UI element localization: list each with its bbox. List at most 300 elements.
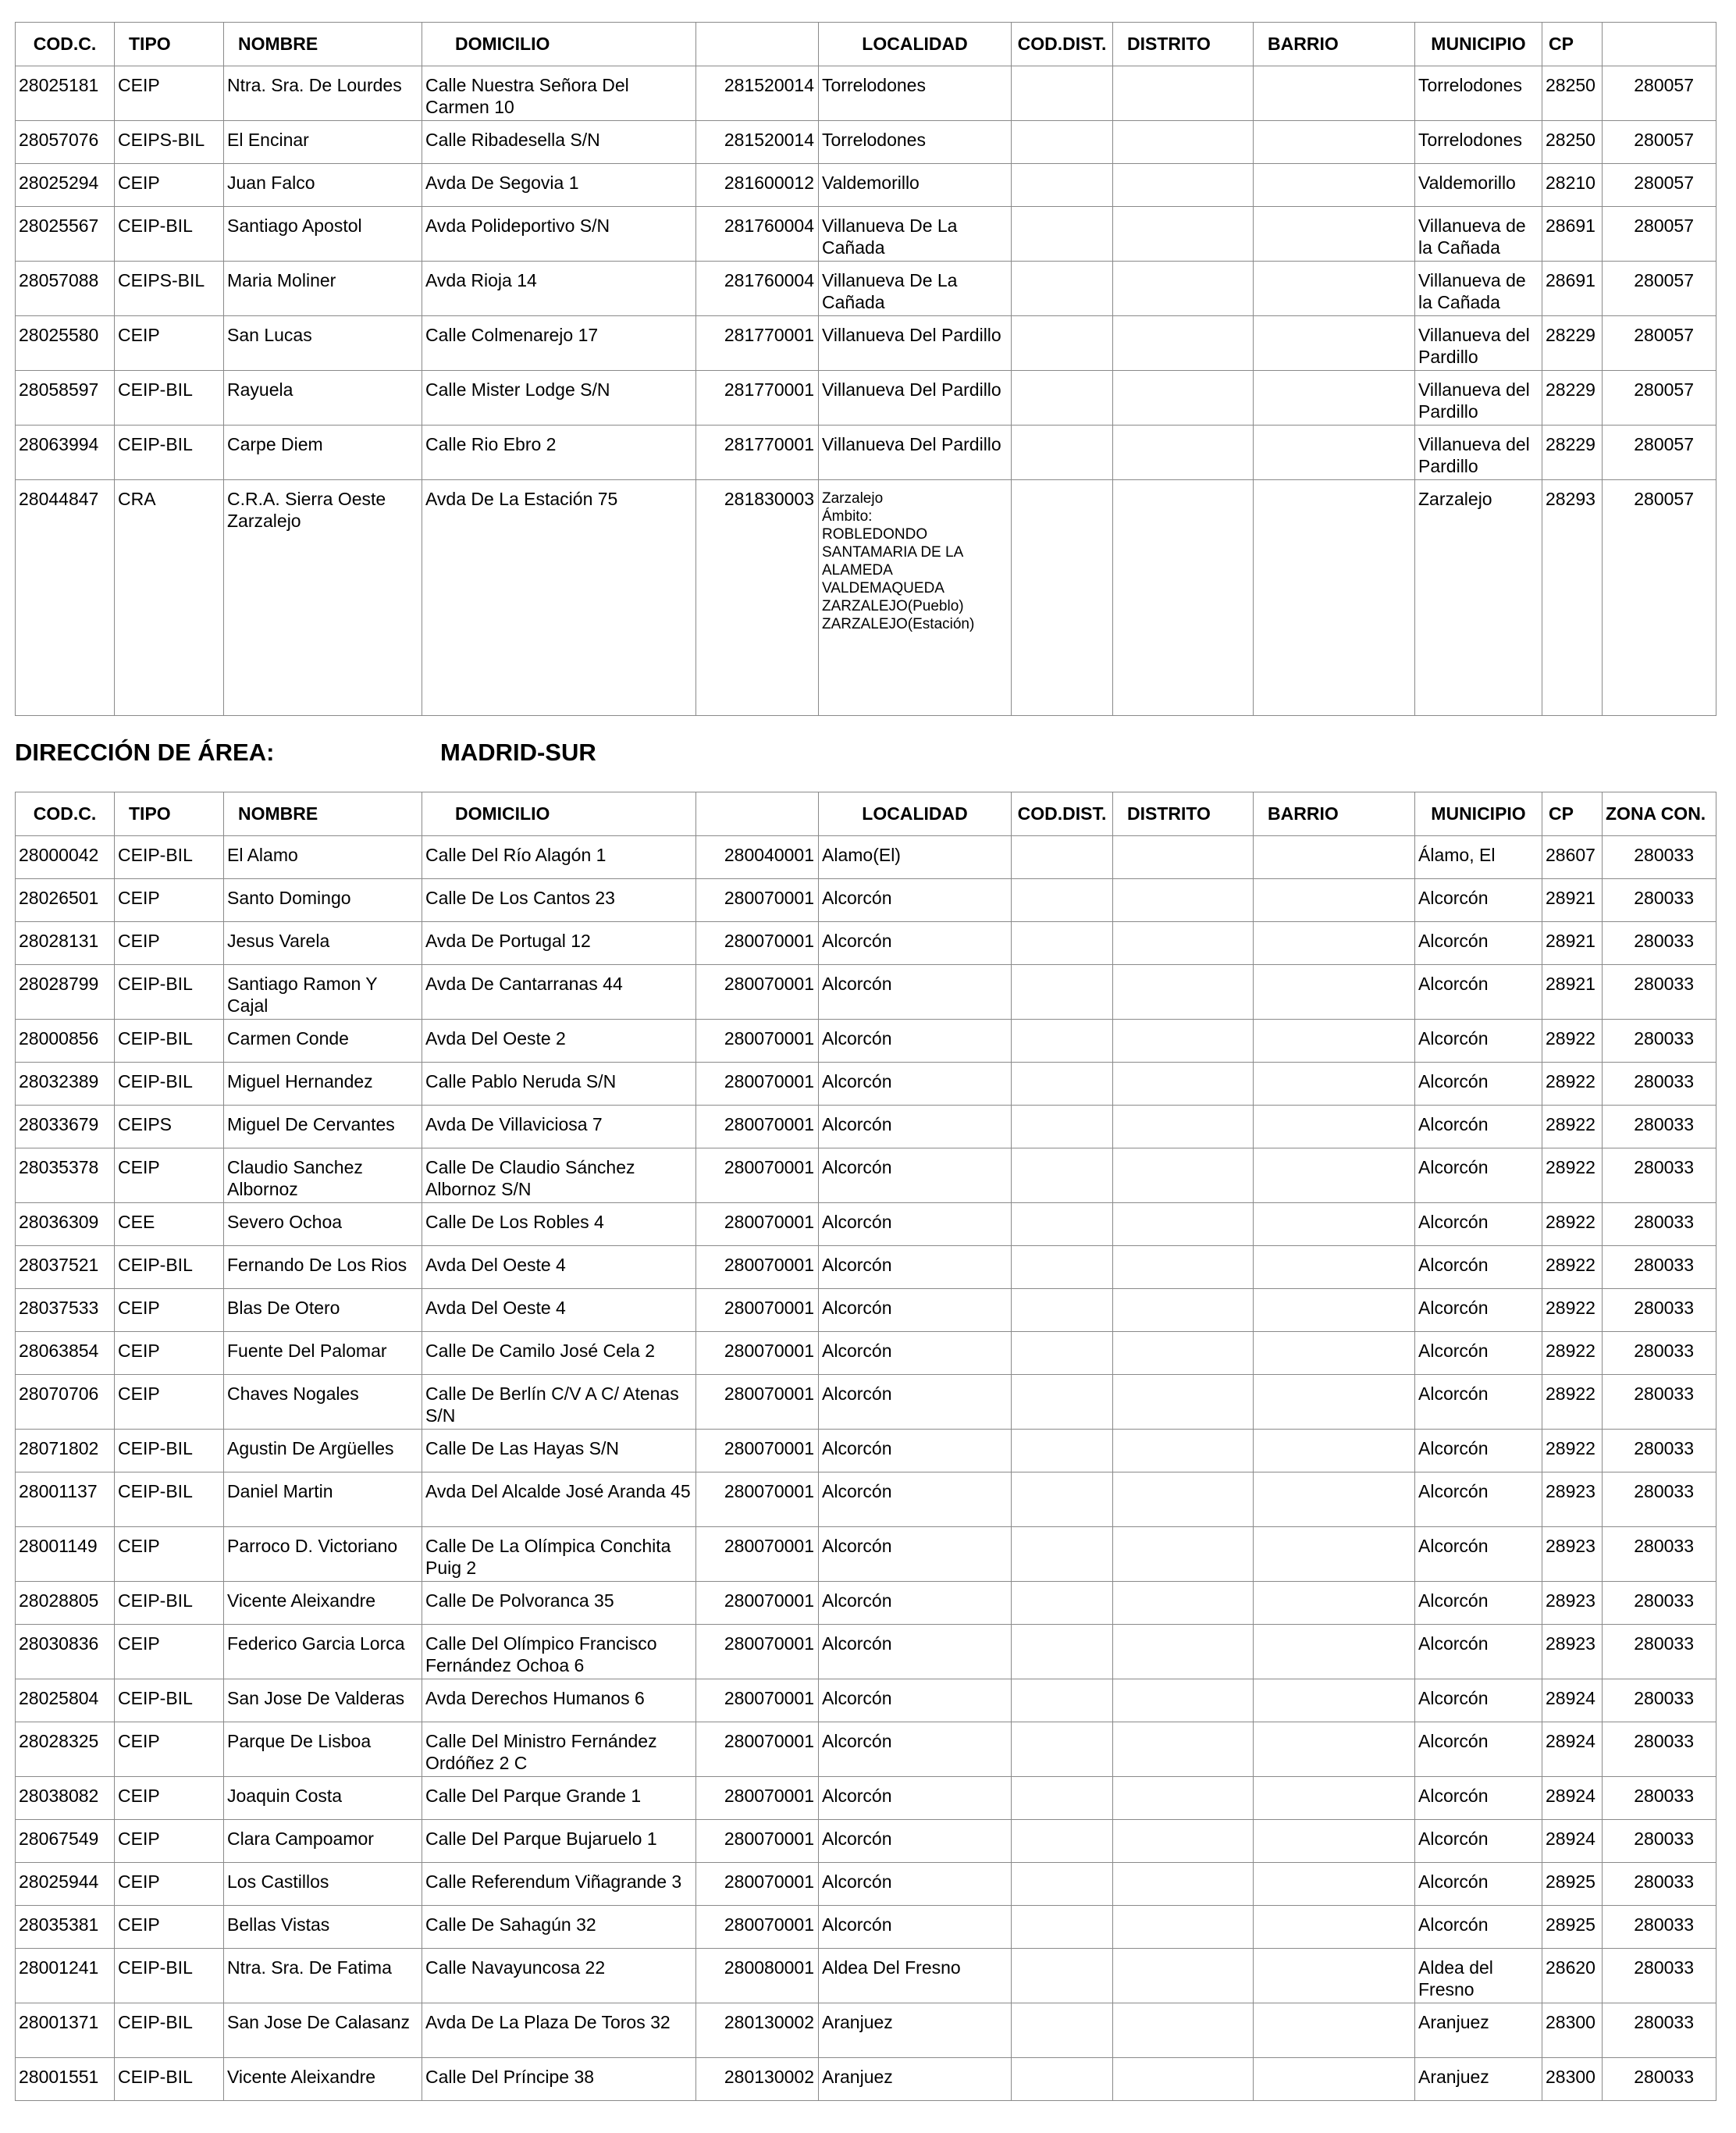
cell-cod: 28026501 bbox=[16, 879, 115, 922]
cell-distrito bbox=[1113, 836, 1254, 879]
cell-cp: 28250 bbox=[1542, 121, 1603, 164]
cell-distrito bbox=[1113, 965, 1254, 1020]
cell-distrito bbox=[1113, 1246, 1254, 1289]
cell-zona: 280057 bbox=[1603, 480, 1716, 716]
table-row bbox=[16, 1289, 1716, 1332]
cell-cod: 28063854 bbox=[16, 1332, 115, 1375]
cell-distrito bbox=[1113, 426, 1254, 480]
cell-municipio: Alcorcón bbox=[1415, 1472, 1542, 1527]
cell-tipo: CEIP bbox=[115, 922, 224, 965]
cell-distrito bbox=[1113, 1582, 1254, 1625]
cell-tipo: CEIP-BIL bbox=[115, 2003, 224, 2058]
cell-localidad: Alcorcón bbox=[819, 1063, 1012, 1106]
cell-cod: 28070706 bbox=[16, 1375, 115, 1430]
cell-cod-localidad: 281760004 bbox=[696, 262, 819, 316]
localidad-line: ROBLEDONDO bbox=[822, 526, 928, 543]
cell-cp: 28691 bbox=[1542, 262, 1603, 316]
cell-domicilio: Calle Del Olímpico Francisco Fernández Ochoa 6 bbox=[422, 1625, 696, 1679]
cell-cod: 28067549 bbox=[16, 1820, 115, 1863]
cell-barrio bbox=[1254, 836, 1415, 879]
cell-cod-dist bbox=[1012, 316, 1113, 371]
cell-domicilio: Avda Del Oeste 2 bbox=[422, 1020, 696, 1063]
cell-nombre: Miguel Hernandez bbox=[224, 1063, 422, 1106]
cell-nombre: Santo Domingo bbox=[224, 879, 422, 922]
cell-zona: 280033 bbox=[1603, 1020, 1716, 1063]
cell-tipo: CEIP bbox=[115, 164, 224, 207]
table-row bbox=[16, 1906, 1716, 1949]
col-header-domicilio: DOMICILIO bbox=[422, 792, 696, 836]
cell-municipio: Alcorcón bbox=[1415, 965, 1542, 1020]
cell-distrito bbox=[1113, 1679, 1254, 1722]
cell-domicilio: Avda De Portugal 12 bbox=[422, 922, 696, 965]
table-row bbox=[16, 262, 1716, 316]
cell-zona: 280033 bbox=[1603, 1246, 1716, 1289]
cell-nombre: El Encinar bbox=[224, 121, 422, 164]
cell-municipio: Alcorcón bbox=[1415, 1582, 1542, 1625]
cell-cp: 28924 bbox=[1542, 1777, 1603, 1820]
cell-nombre: Bellas Vistas bbox=[224, 1906, 422, 1949]
cell-distrito bbox=[1113, 207, 1254, 262]
cell-cod-localidad: 281830003 bbox=[696, 480, 819, 716]
cell-cod-localidad: 280070001 bbox=[696, 1020, 819, 1063]
cell-nombre: Santiago Apostol bbox=[224, 207, 422, 262]
cell-zona: 280033 bbox=[1603, 1527, 1716, 1582]
cell-cod-localidad: 281770001 bbox=[696, 316, 819, 371]
cell-localidad: Villanueva De La Cañada bbox=[819, 207, 1012, 262]
cell-cod-dist bbox=[1012, 879, 1113, 922]
table-row bbox=[16, 66, 1716, 121]
cell-municipio: Alcorcón bbox=[1415, 1679, 1542, 1722]
cell-cp: 28210 bbox=[1542, 164, 1603, 207]
cell-cod-localidad: 280070001 bbox=[696, 1777, 819, 1820]
table-row bbox=[16, 1820, 1716, 1863]
cell-domicilio: Avda Del Alcalde José Aranda 45 bbox=[422, 1472, 696, 1527]
cell-cod-dist bbox=[1012, 1106, 1113, 1148]
cell-cp: 28300 bbox=[1542, 2058, 1603, 2101]
cell-domicilio: Calle De Los Cantos 23 bbox=[422, 879, 696, 922]
cell-municipio: Valdemorillo bbox=[1415, 164, 1542, 207]
cell-localidad: Alcorcón bbox=[819, 1246, 1012, 1289]
cell-cod: 28025567 bbox=[16, 207, 115, 262]
cell-cp: 28922 bbox=[1542, 1063, 1603, 1106]
cell-zona: 280033 bbox=[1603, 1430, 1716, 1472]
cell-barrio bbox=[1254, 1679, 1415, 1722]
cell-nombre: El Alamo bbox=[224, 836, 422, 879]
col-header-municipio: MUNICIPIO bbox=[1415, 792, 1542, 836]
cell-cod-localidad: 280080001 bbox=[696, 1949, 819, 2003]
cell-domicilio: Avda De Cantarranas 44 bbox=[422, 965, 696, 1020]
cell-cod: 28038082 bbox=[16, 1777, 115, 1820]
table-row bbox=[16, 1625, 1716, 1679]
header-row bbox=[16, 23, 1716, 66]
cell-municipio: Torrelodones bbox=[1415, 66, 1542, 121]
cell-municipio: Alcorcón bbox=[1415, 1203, 1542, 1246]
cell-cod-dist bbox=[1012, 480, 1113, 716]
cell-cod-dist bbox=[1012, 1906, 1113, 1949]
cell-zona: 280033 bbox=[1603, 2058, 1716, 2101]
cell-localidad: Alcorcón bbox=[819, 1020, 1012, 1063]
cell-cod-localidad: 281520014 bbox=[696, 66, 819, 121]
table-row bbox=[16, 1020, 1716, 1063]
cell-distrito bbox=[1113, 371, 1254, 426]
cell-municipio: Alcorcón bbox=[1415, 1820, 1542, 1863]
cell-nombre: Claudio Sanchez Albornoz bbox=[224, 1148, 422, 1203]
cell-cod-localidad: 280070001 bbox=[696, 1332, 819, 1375]
cell-cod: 28028131 bbox=[16, 922, 115, 965]
table-row bbox=[16, 480, 1716, 716]
cell-tipo: CEIP bbox=[115, 1332, 224, 1375]
cell-municipio: Aranjuez bbox=[1415, 2058, 1542, 2101]
cell-domicilio: Calle Del Ministro Fernández Ordóñez 2 C bbox=[422, 1722, 696, 1777]
table-row bbox=[16, 1722, 1716, 1777]
cell-cod: 28001551 bbox=[16, 2058, 115, 2101]
table-row bbox=[16, 1527, 1716, 1582]
cell-cp: 28922 bbox=[1542, 1203, 1603, 1246]
cell-tipo: CEIP-BIL bbox=[115, 1430, 224, 1472]
cell-localidad: Alcorcón bbox=[819, 1289, 1012, 1332]
cell-cod-dist bbox=[1012, 207, 1113, 262]
cell-tipo: CEIP-BIL bbox=[115, 371, 224, 426]
cell-barrio bbox=[1254, 1203, 1415, 1246]
cell-cod-localidad: 281770001 bbox=[696, 426, 819, 480]
cell-cod-localidad: 280070001 bbox=[696, 1106, 819, 1148]
cell-nombre: Rayuela bbox=[224, 371, 422, 426]
col-header-zona: ZONA CON. bbox=[1603, 792, 1716, 836]
cell-cp: 28607 bbox=[1542, 836, 1603, 879]
cell-barrio bbox=[1254, 1289, 1415, 1332]
cell-cod-localidad: 280070001 bbox=[696, 1820, 819, 1863]
cell-localidad: Valdemorillo bbox=[819, 164, 1012, 207]
cell-municipio: Alcorcón bbox=[1415, 1289, 1542, 1332]
cell-localidad: Alcorcón bbox=[819, 1430, 1012, 1472]
cell-cod: 28063994 bbox=[16, 426, 115, 480]
cell-barrio bbox=[1254, 1148, 1415, 1203]
cell-municipio: Villanueva de la Cañada bbox=[1415, 207, 1542, 262]
cell-tipo: CEIP-BIL bbox=[115, 1949, 224, 2003]
cell-cod-dist bbox=[1012, 965, 1113, 1020]
cell-distrito bbox=[1113, 1375, 1254, 1430]
cell-cp: 28922 bbox=[1542, 1332, 1603, 1375]
cell-localidad bbox=[819, 480, 1012, 716]
cell-tipo: CEIP bbox=[115, 1289, 224, 1332]
cell-domicilio: Avda De La Plaza De Toros 32 bbox=[422, 2003, 696, 2058]
cell-domicilio: Avda De Villaviciosa 7 bbox=[422, 1106, 696, 1148]
cell-zona: 280033 bbox=[1603, 1472, 1716, 1527]
cell-zona: 280033 bbox=[1603, 1777, 1716, 1820]
cell-cp: 28229 bbox=[1542, 316, 1603, 371]
col-header-zona bbox=[1603, 23, 1716, 66]
cell-tipo: CEIP bbox=[115, 1375, 224, 1430]
cell-cod: 28025580 bbox=[16, 316, 115, 371]
cell-cod: 28028805 bbox=[16, 1582, 115, 1625]
cell-nombre: Severo Ochoa bbox=[224, 1203, 422, 1246]
cell-municipio: Torrelodones bbox=[1415, 121, 1542, 164]
cell-domicilio: Avda Derechos Humanos 6 bbox=[422, 1679, 696, 1722]
cell-barrio bbox=[1254, 1820, 1415, 1863]
cell-cod-localidad: 280070001 bbox=[696, 1527, 819, 1582]
cell-distrito bbox=[1113, 164, 1254, 207]
cell-domicilio: Calle Del Río Alagón 1 bbox=[422, 836, 696, 879]
cell-cod: 28057088 bbox=[16, 262, 115, 316]
localidad-line: Zarzalejo bbox=[822, 490, 884, 507]
col-header-nombre: NOMBRE bbox=[224, 23, 422, 66]
cell-domicilio: Calle Mister Lodge S/N bbox=[422, 371, 696, 426]
cell-cod: 28044847 bbox=[16, 480, 115, 716]
table-row bbox=[16, 2058, 1716, 2101]
cell-cod-dist bbox=[1012, 1722, 1113, 1777]
cell-cod: 28036309 bbox=[16, 1203, 115, 1246]
cell-cod-dist bbox=[1012, 121, 1113, 164]
cell-barrio bbox=[1254, 1625, 1415, 1679]
cell-cod: 28001241 bbox=[16, 1949, 115, 2003]
cell-tipo: CEIP bbox=[115, 1777, 224, 1820]
col-header-barrio: BARRIO bbox=[1254, 792, 1415, 836]
cell-cp: 28925 bbox=[1542, 1906, 1603, 1949]
cell-domicilio: Calle De Los Robles 4 bbox=[422, 1203, 696, 1246]
cell-nombre: Parroco D. Victoriano bbox=[224, 1527, 422, 1582]
cell-localidad: Villanueva Del Pardillo bbox=[819, 316, 1012, 371]
cell-nombre: Parque De Lisboa bbox=[224, 1722, 422, 1777]
cell-cod: 28032389 bbox=[16, 1063, 115, 1106]
table-row bbox=[16, 1777, 1716, 1820]
cell-cod-localidad: 280070001 bbox=[696, 1625, 819, 1679]
cell-distrito bbox=[1113, 1625, 1254, 1679]
cell-cod-dist bbox=[1012, 1246, 1113, 1289]
cell-distrito bbox=[1113, 1063, 1254, 1106]
cell-localidad: Alcorcón bbox=[819, 1203, 1012, 1246]
cell-cod-dist bbox=[1012, 1679, 1113, 1722]
cell-tipo: CEIP-BIL bbox=[115, 1020, 224, 1063]
cell-cod-dist bbox=[1012, 1332, 1113, 1375]
cell-barrio bbox=[1254, 480, 1415, 716]
cell-tipo: CEIP-BIL bbox=[115, 1679, 224, 1722]
col-header-tipo: TIPO bbox=[115, 792, 224, 836]
cell-cod: 28035378 bbox=[16, 1148, 115, 1203]
cell-municipio: Alcorcón bbox=[1415, 1777, 1542, 1820]
cell-municipio: Álamo, El bbox=[1415, 836, 1542, 879]
cell-cod-localidad: 280070001 bbox=[696, 1582, 819, 1625]
cell-municipio: Alcorcón bbox=[1415, 1106, 1542, 1148]
localidad-line: Ámbito: bbox=[822, 508, 873, 525]
cell-zona: 280057 bbox=[1603, 262, 1716, 316]
cell-barrio bbox=[1254, 1527, 1415, 1582]
col-header-cp: CP bbox=[1542, 792, 1603, 836]
cell-tipo: CEIP-BIL bbox=[115, 2058, 224, 2101]
cell-zona: 280033 bbox=[1603, 1949, 1716, 2003]
cell-localidad: Aranjuez bbox=[819, 2003, 1012, 2058]
col-header-nombre: NOMBRE bbox=[224, 792, 422, 836]
cell-cod-localidad: 280070001 bbox=[696, 1472, 819, 1527]
cell-distrito bbox=[1113, 1020, 1254, 1063]
cell-municipio: Alcorcón bbox=[1415, 1527, 1542, 1582]
cell-tipo: CEIP-BIL bbox=[115, 207, 224, 262]
table-row bbox=[16, 1375, 1716, 1430]
cell-cod: 28057076 bbox=[16, 121, 115, 164]
cell-cod-dist bbox=[1012, 1203, 1113, 1246]
cell-tipo: CEIP bbox=[115, 879, 224, 922]
cell-tipo: CEIP-BIL bbox=[115, 1063, 224, 1106]
cell-cp: 28229 bbox=[1542, 371, 1603, 426]
cell-nombre: Ntra. Sra. De Lourdes bbox=[224, 66, 422, 121]
cell-cod-dist bbox=[1012, 1472, 1113, 1527]
cell-cod: 28028325 bbox=[16, 1722, 115, 1777]
cell-cp: 28620 bbox=[1542, 1949, 1603, 2003]
cell-municipio: Alcorcón bbox=[1415, 1722, 1542, 1777]
cell-localidad: Alcorcón bbox=[819, 922, 1012, 965]
cell-distrito bbox=[1113, 2058, 1254, 2101]
cell-cod-dist bbox=[1012, 1063, 1113, 1106]
cell-barrio bbox=[1254, 1722, 1415, 1777]
cell-tipo: CEIP bbox=[115, 316, 224, 371]
cell-zona: 280033 bbox=[1603, 1063, 1716, 1106]
cell-cod-localidad: 281770001 bbox=[696, 371, 819, 426]
cell-cod: 28025804 bbox=[16, 1679, 115, 1722]
cell-nombre: Los Castillos bbox=[224, 1863, 422, 1906]
cell-cod-dist bbox=[1012, 2003, 1113, 2058]
cell-nombre: Juan Falco bbox=[224, 164, 422, 207]
cell-cp: 28921 bbox=[1542, 879, 1603, 922]
cell-localidad: Alcorcón bbox=[819, 965, 1012, 1020]
table-row bbox=[16, 2003, 1716, 2058]
table-row bbox=[16, 922, 1716, 965]
cell-barrio bbox=[1254, 1063, 1415, 1106]
cell-localidad: Villanueva De La Cañada bbox=[819, 262, 1012, 316]
cell-nombre: Fuente Del Palomar bbox=[224, 1332, 422, 1375]
cell-barrio bbox=[1254, 164, 1415, 207]
cell-localidad: Aranjuez bbox=[819, 2058, 1012, 2101]
cell-domicilio: Calle De La Olímpica Conchita Puig 2 bbox=[422, 1527, 696, 1582]
cell-nombre: Vicente Aleixandre bbox=[224, 2058, 422, 2101]
localidad-line: SANTAMARIA DE LA ALAMEDA bbox=[822, 544, 963, 579]
cell-tipo: CEIP-BIL bbox=[115, 1582, 224, 1625]
cell-cod: 28033679 bbox=[16, 1106, 115, 1148]
cell-cp: 28924 bbox=[1542, 1820, 1603, 1863]
cell-domicilio: Calle Ribadesella S/N bbox=[422, 121, 696, 164]
cell-zona: 280057 bbox=[1603, 426, 1716, 480]
cell-localidad: Alcorcón bbox=[819, 1472, 1012, 1527]
cell-cod-localidad: 281760004 bbox=[696, 207, 819, 262]
cell-cod-localidad: 280070001 bbox=[696, 965, 819, 1020]
cell-municipio: Alcorcón bbox=[1415, 1246, 1542, 1289]
cell-domicilio: Calle Del Príncipe 38 bbox=[422, 2058, 696, 2101]
cell-localidad: Villanueva Del Pardillo bbox=[819, 371, 1012, 426]
cell-domicilio: Avda Del Oeste 4 bbox=[422, 1246, 696, 1289]
table-row bbox=[16, 965, 1716, 1020]
cell-localidad: Alcorcón bbox=[819, 1106, 1012, 1148]
cell-cod-localidad: 280130002 bbox=[696, 2003, 819, 2058]
col-header-distrito: DISTRITO bbox=[1113, 23, 1254, 66]
cell-cod-dist bbox=[1012, 1527, 1113, 1582]
table-row bbox=[16, 1332, 1716, 1375]
table-row bbox=[16, 836, 1716, 879]
table-row bbox=[16, 121, 1716, 164]
cell-nombre: C.R.A. Sierra Oeste Zarzalejo bbox=[224, 480, 422, 716]
cell-municipio: Alcorcón bbox=[1415, 1625, 1542, 1679]
cell-cod: 28071802 bbox=[16, 1430, 115, 1472]
cell-domicilio: Calle Del Parque Grande 1 bbox=[422, 1777, 696, 1820]
cell-distrito bbox=[1113, 1289, 1254, 1332]
cell-cp: 28922 bbox=[1542, 1106, 1603, 1148]
cell-cod-dist bbox=[1012, 836, 1113, 879]
cell-nombre: San Jose De Calasanz bbox=[224, 2003, 422, 2058]
table-row bbox=[16, 1106, 1716, 1148]
cell-cod: 28001137 bbox=[16, 1472, 115, 1527]
cell-localidad: Alcorcón bbox=[819, 1375, 1012, 1430]
cell-domicilio: Calle Nuestra Señora Del Carmen 10 bbox=[422, 66, 696, 121]
cell-barrio bbox=[1254, 1949, 1415, 2003]
cell-localidad: Alcorcón bbox=[819, 1625, 1012, 1679]
cell-zona: 280057 bbox=[1603, 164, 1716, 207]
cell-localidad: Alcorcón bbox=[819, 879, 1012, 922]
cell-cod-dist bbox=[1012, 1289, 1113, 1332]
cell-localidad: Torrelodones bbox=[819, 66, 1012, 121]
cell-cp: 28300 bbox=[1542, 2003, 1603, 2058]
cell-barrio bbox=[1254, 207, 1415, 262]
cell-cp: 28293 bbox=[1542, 480, 1603, 716]
cell-distrito bbox=[1113, 1722, 1254, 1777]
cell-cod-localidad: 280070001 bbox=[696, 1148, 819, 1203]
cell-cod: 28025181 bbox=[16, 66, 115, 121]
cell-cp: 28922 bbox=[1542, 1246, 1603, 1289]
cell-cod-dist bbox=[1012, 1375, 1113, 1430]
cell-municipio: Alcorcón bbox=[1415, 1332, 1542, 1375]
cell-barrio bbox=[1254, 371, 1415, 426]
cell-barrio bbox=[1254, 262, 1415, 316]
cell-cod-dist bbox=[1012, 1863, 1113, 1906]
cell-cod-localidad: 280070001 bbox=[696, 1906, 819, 1949]
cell-distrito bbox=[1113, 922, 1254, 965]
cell-distrito bbox=[1113, 1203, 1254, 1246]
cell-municipio: Villanueva de la Cañada bbox=[1415, 262, 1542, 316]
cell-cod: 28058597 bbox=[16, 371, 115, 426]
cell-zona: 280033 bbox=[1603, 836, 1716, 879]
cell-municipio: Alcorcón bbox=[1415, 922, 1542, 965]
cell-nombre: Ntra. Sra. De Fatima bbox=[224, 1949, 422, 2003]
cell-cod-dist bbox=[1012, 164, 1113, 207]
cell-domicilio: Calle Referendum Viñagrande 3 bbox=[422, 1863, 696, 1906]
cell-domicilio: Avda De La Estación 75 bbox=[422, 480, 696, 716]
cell-municipio: Alcorcón bbox=[1415, 1430, 1542, 1472]
cell-zona: 280033 bbox=[1603, 1203, 1716, 1246]
cell-cp: 28922 bbox=[1542, 1148, 1603, 1203]
cell-cod-localidad: 280070001 bbox=[696, 922, 819, 965]
cell-distrito bbox=[1113, 66, 1254, 121]
cell-cp: 28922 bbox=[1542, 1020, 1603, 1063]
cell-domicilio: Avda Polideportivo S/N bbox=[422, 207, 696, 262]
cell-tipo: CEIP-BIL bbox=[115, 836, 224, 879]
cell-cp: 28921 bbox=[1542, 965, 1603, 1020]
cell-zona: 280033 bbox=[1603, 1863, 1716, 1906]
cell-distrito bbox=[1113, 1332, 1254, 1375]
cell-domicilio: Calle De Polvoranca 35 bbox=[422, 1582, 696, 1625]
cell-zona: 280057 bbox=[1603, 207, 1716, 262]
cell-cod-localidad: 280070001 bbox=[696, 1679, 819, 1722]
cell-municipio: Alcorcón bbox=[1415, 879, 1542, 922]
cell-distrito bbox=[1113, 1472, 1254, 1527]
cell-municipio: Alcorcón bbox=[1415, 1063, 1542, 1106]
cell-zona: 280057 bbox=[1603, 121, 1716, 164]
cell-cp: 28924 bbox=[1542, 1679, 1603, 1722]
cell-localidad: Alcorcón bbox=[819, 1679, 1012, 1722]
cell-localidad: Alcorcón bbox=[819, 1332, 1012, 1375]
col-header-localidad: LOCALIDAD bbox=[819, 23, 1012, 66]
cell-zona: 280033 bbox=[1603, 1106, 1716, 1148]
cell-cp: 28921 bbox=[1542, 922, 1603, 965]
cell-zona: 280033 bbox=[1603, 1679, 1716, 1722]
localidad-line: ZARZALEJO(Pueblo) bbox=[822, 598, 964, 614]
cell-cod-dist bbox=[1012, 1020, 1113, 1063]
cell-tipo: CEIP-BIL bbox=[115, 965, 224, 1020]
